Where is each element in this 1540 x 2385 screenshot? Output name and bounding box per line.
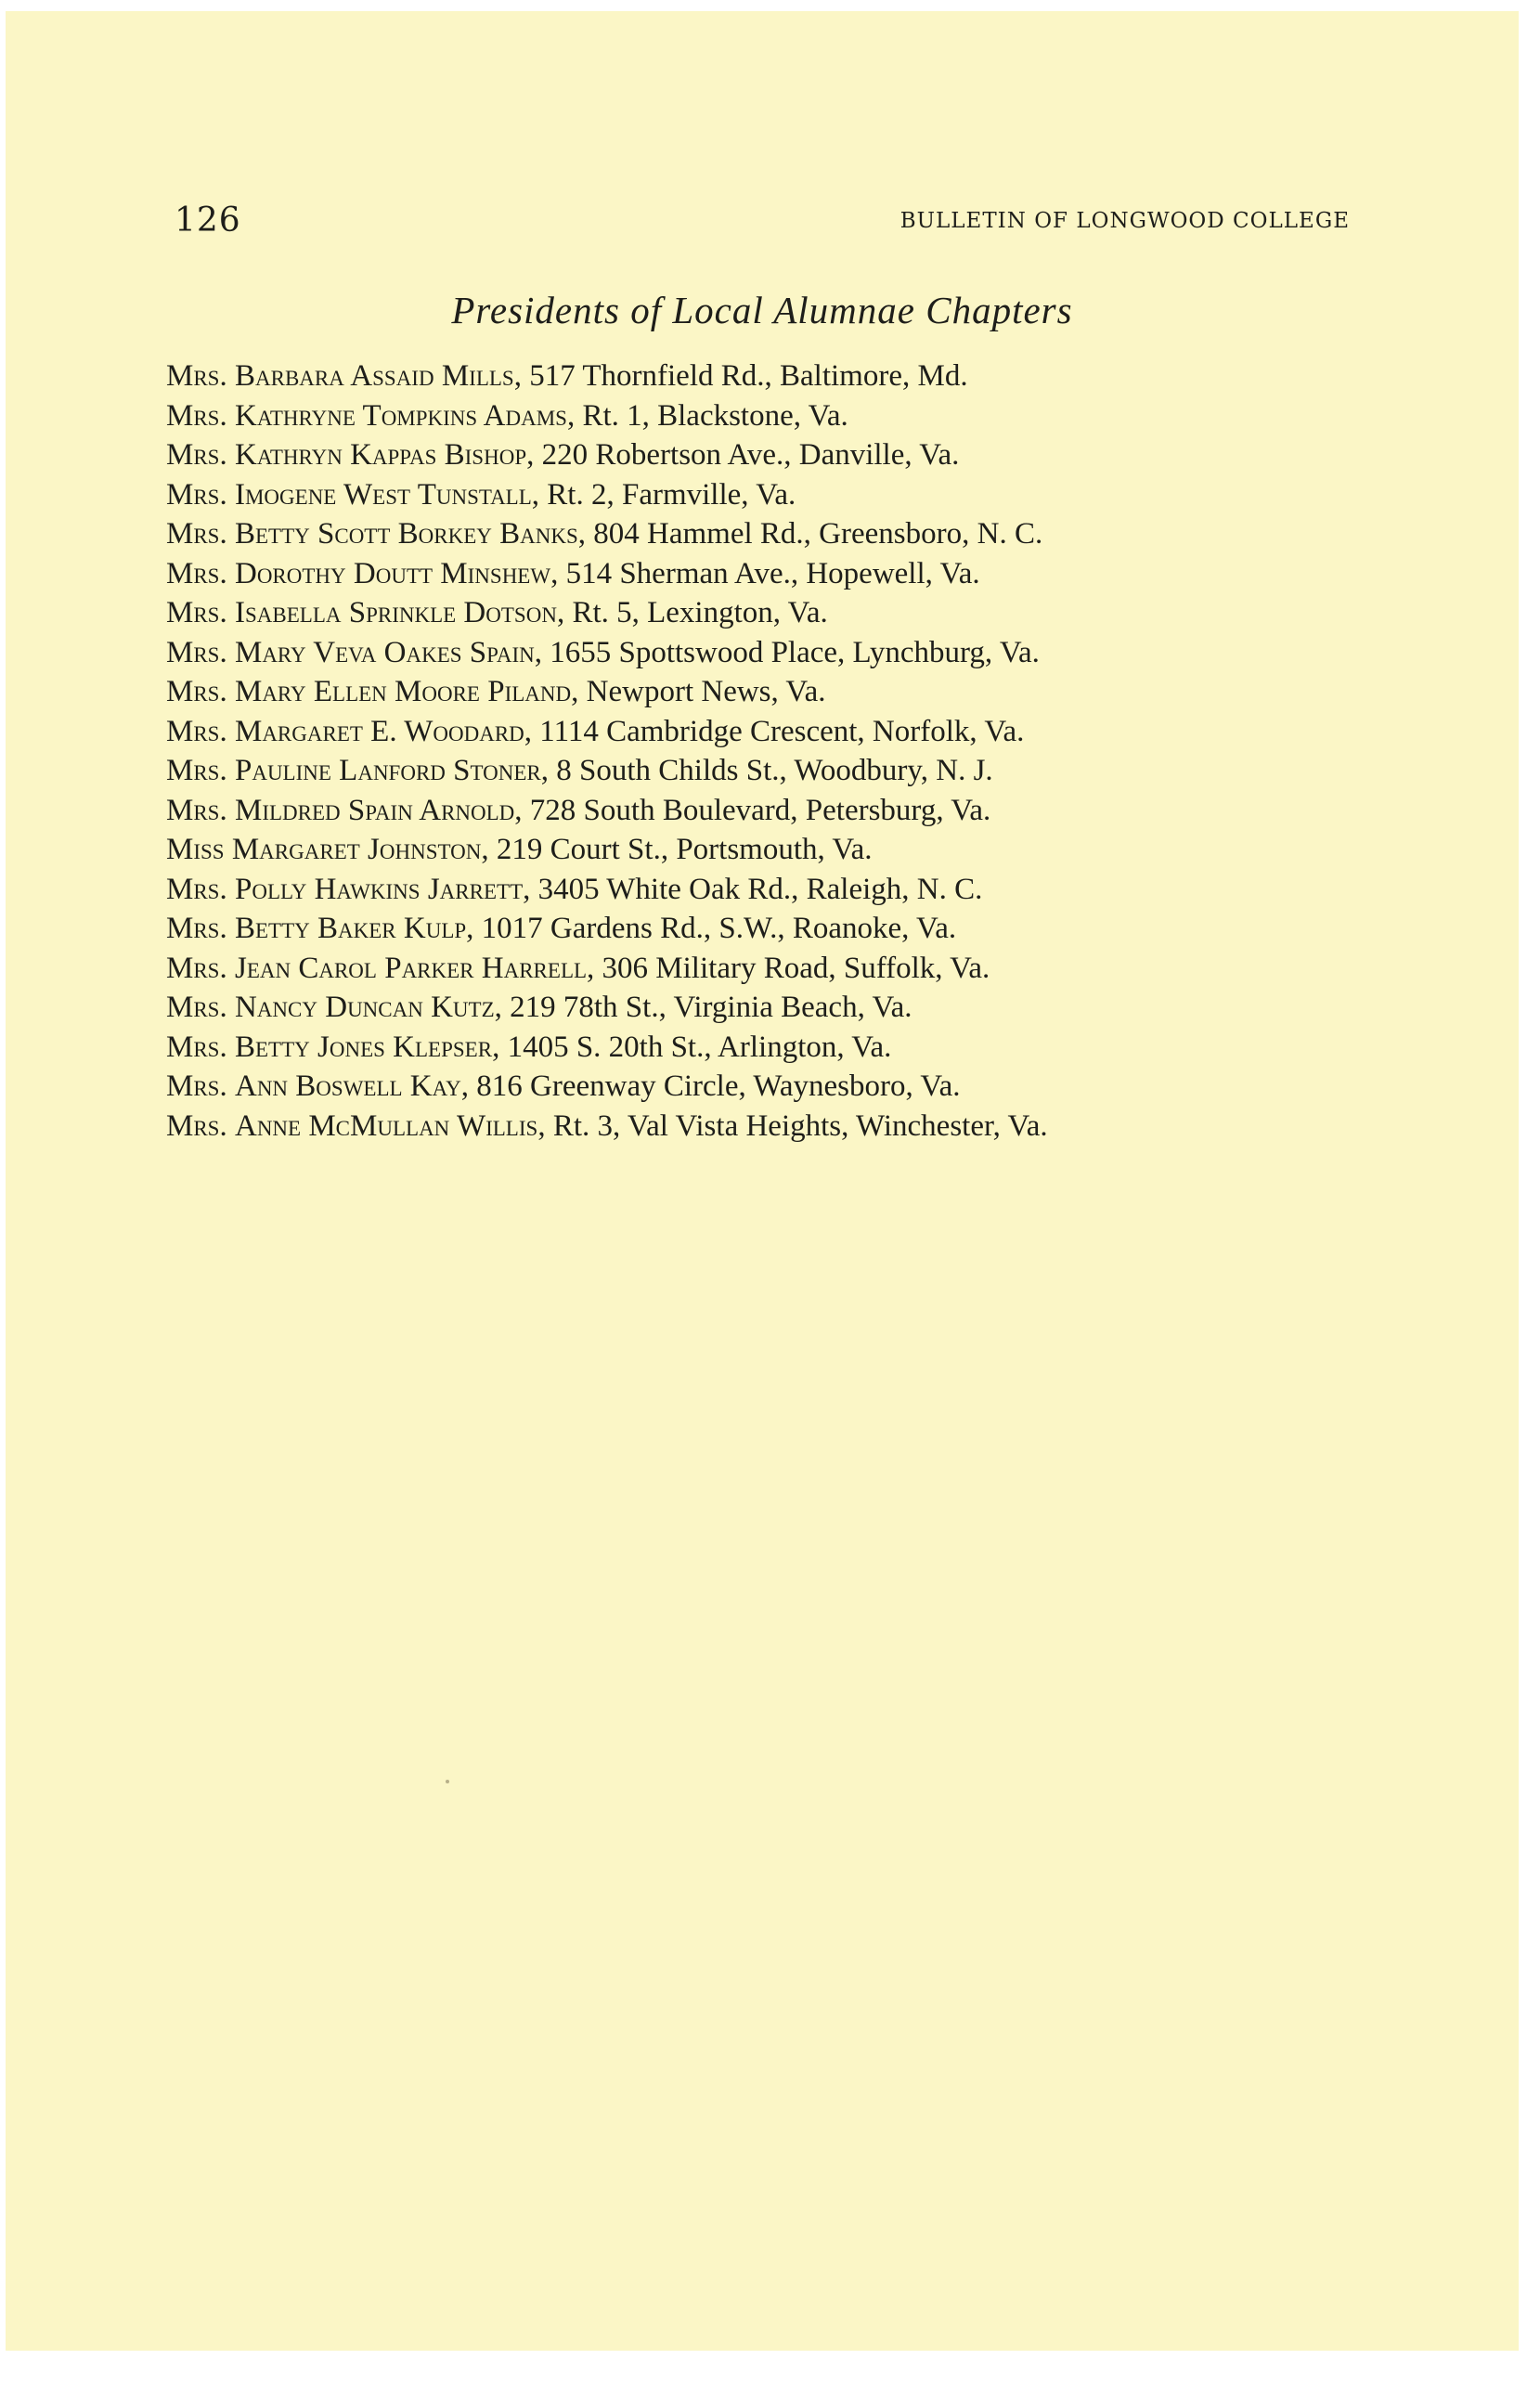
list-item: [166, 909, 1401, 949]
list-item: [166, 1107, 1401, 1147]
list-item: [166, 593, 1401, 633]
entry-address: , 816 Greenway Circle, Waynesboro, Va.: [460, 1069, 961, 1103]
entry-name: Barbara Assaid Mills: [234, 359, 514, 393]
entry-title: Mrs.: [166, 635, 227, 669]
entry-address: , 8 South Childs St., Woodbury, N. J.: [540, 754, 993, 787]
entry-address: , Rt. 3, Val Vista Heights, Winchester, Va.: [537, 1108, 1048, 1143]
list-item: [166, 830, 1401, 870]
entry-title: Mrs.: [166, 912, 227, 945]
list-item: [166, 712, 1401, 752]
entry-address: , 219 Court St., Portsmouth, Va.: [481, 833, 873, 866]
entry-name: Polly Hawkins Jarrett: [234, 872, 524, 906]
running-head: [6, 201, 1519, 248]
document-page: [6, 11, 1519, 2351]
list-item: [166, 396, 1401, 436]
list-item: [166, 672, 1401, 712]
list-item: [166, 514, 1401, 554]
entry-address: , 514 Sherman Ave., Hopewell, Va.: [550, 556, 980, 590]
entry-address: , Rt. 2, Farmville, Va.: [531, 477, 796, 512]
list-item: [166, 751, 1401, 791]
entry-title: Mrs.: [166, 517, 227, 551]
list-item: [166, 1067, 1401, 1107]
entry-name: Imogene West Tunstall: [234, 477, 532, 512]
list-item: [166, 870, 1401, 910]
entry-title: Mrs.: [166, 477, 227, 512]
entry-title: Mrs.: [166, 793, 227, 827]
page-number: 126: [175, 201, 241, 240]
entry-address: , 804 Hammel Rd., Greensboro, N. C.: [577, 517, 1043, 551]
list-item: [166, 633, 1401, 673]
entry-title: Miss: [166, 833, 225, 866]
entry-address: , 3405 White Oak Rd., Raleigh, N. C.: [523, 872, 983, 906]
chapter-presidents-list: [166, 356, 1401, 1146]
entry-name: Pauline Lanford Stoner: [234, 754, 541, 787]
entry-address: , 1655 Spottswood Place, Lynchburg, Va.: [534, 635, 1040, 669]
entry-address: , 728 South Boulevard, Petersburg, Va.: [514, 793, 991, 827]
entry-address: , Newport News, Va.: [571, 675, 826, 708]
entry-title: Mrs.: [166, 714, 227, 748]
entry-title: Mrs.: [166, 991, 227, 1024]
list-item: [166, 554, 1401, 594]
entry-name: Isabella Sprinkle Dotson: [234, 596, 557, 629]
entry-title: Mrs.: [166, 556, 227, 590]
entry-address: , 1017 Gardens Rd., S.W., Roanoke, Va.: [466, 912, 957, 945]
entry-address: , Rt. 1, Blackstone, Va.: [566, 398, 848, 433]
entry-title: Mrs.: [166, 1108, 227, 1143]
entry-name: Anne McMullan Willis: [234, 1108, 538, 1143]
entry-address: , 1405 S. 20th St., Arlington, Va.: [492, 1030, 892, 1064]
entry-title: Mrs.: [166, 1030, 227, 1064]
entry-address: , 1114 Cambridge Crescent, Norfolk, Va.: [524, 714, 1025, 748]
list-item: [166, 791, 1401, 831]
entry-title: Mrs.: [166, 1069, 227, 1103]
entry-name: Mary Ellen Moore Piland: [234, 675, 572, 708]
entry-name: Margaret E. Woodard: [234, 714, 524, 748]
entry-address: , Rt. 5, Lexington, Va.: [556, 596, 828, 629]
entry-name: Betty Scott Borkey Banks: [234, 517, 578, 551]
entry-name: Ann Boswell Kay: [234, 1069, 461, 1103]
list-item: [166, 435, 1401, 475]
entry-address: , 306 Military Road, Suffolk, Va.: [587, 951, 990, 985]
entry-title: Mrs.: [166, 438, 227, 472]
entry-name: Betty Baker Kulp: [234, 912, 467, 945]
entry-name: Jean Carol Parker Harrell: [234, 951, 588, 985]
entry-name: Mary Veva Oakes Spain: [234, 635, 535, 669]
list-item: [166, 356, 1401, 396]
entry-address: , 220 Robertson Ave., Danville, Va.: [526, 438, 960, 472]
entry-name: Betty Jones Klepser: [234, 1030, 493, 1064]
entry-title: Mrs.: [166, 951, 227, 985]
entry-title: Mrs.: [166, 754, 227, 787]
paper-speck: [446, 1780, 449, 1783]
entry-title: Mrs.: [166, 596, 227, 629]
entry-name: Mildred Spain Arnold: [234, 793, 515, 827]
journal-title: BULLETIN OF LONGWOOD COLLEGE: [899, 209, 1350, 233]
entry-address: , 219 78th St., Virginia Beach, Va.: [494, 991, 912, 1024]
entry-name: Dorothy Doutt Minshew: [234, 556, 551, 590]
list-item: [166, 475, 1401, 515]
list-item: [166, 949, 1401, 989]
entry-title: Mrs.: [166, 872, 227, 906]
section-title: Presidents of Local Alumnae Chapters: [451, 289, 1073, 331]
entry-name: Kathryne Tompkins Adams: [234, 398, 567, 433]
entry-title: Mrs.: [166, 398, 227, 433]
entry-address: , 517 Thornfield Rd., Baltimore, Md.: [513, 359, 968, 393]
entry-name: Nancy Duncan Kutz: [234, 991, 495, 1024]
list-item: [166, 988, 1401, 1028]
list-item: [166, 1028, 1401, 1068]
entry-title: Mrs.: [166, 359, 227, 393]
entry-name: Kathryn Kappas Bishop: [234, 438, 527, 472]
entry-name: Margaret Johnston: [231, 833, 482, 866]
entry-title: Mrs.: [166, 675, 227, 708]
